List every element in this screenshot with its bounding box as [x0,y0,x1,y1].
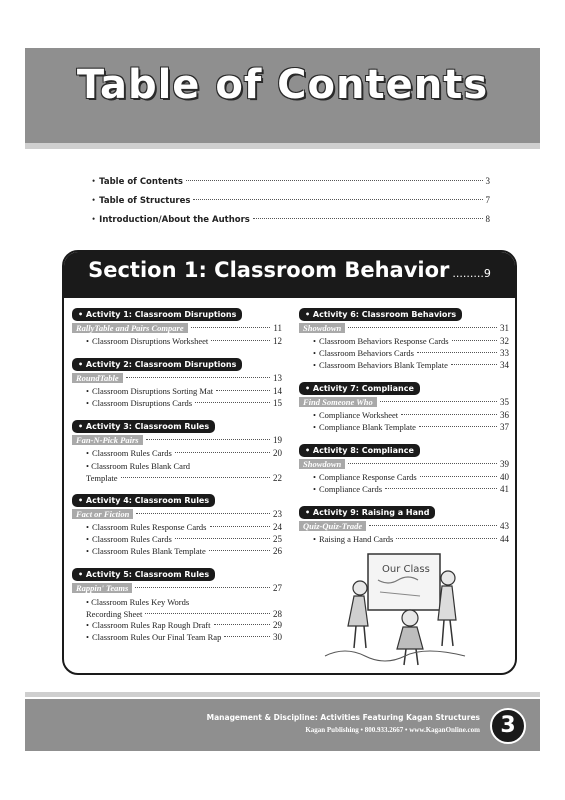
footer-banner [25,699,540,751]
toc-item[interactable]: • Classroom Rules Blank Card Template 22 [86,461,282,483]
top-toc [92,176,490,233]
activity-title[interactable]: • Activity 6: Classroom Behaviors [299,308,462,321]
toc-entry[interactable]: • Table of Structures 7 [92,195,490,206]
toc-item[interactable]: • Classroom Disruptions Cards 15 [86,398,282,408]
activity-block [299,304,509,372]
activity-title[interactable]: • Activity 2: Classroom Disruptions [72,358,242,371]
structure-name: RallyTable and Pairs Compare [72,323,188,333]
toc-entry-label: Table of Structures [99,196,191,206]
toc-item[interactable]: • Classroom Behaviors Blank Template 34 [313,360,509,370]
classroom-illustration [320,548,470,668]
activity-block [299,440,509,496]
activity-block [72,564,282,644]
activity-block [299,502,509,546]
structure-row[interactable] [299,323,509,336]
toc-item[interactable]: • Raising a Hand Cards 44 [313,534,509,544]
section-title: Section 1: Classroom Behavior [88,258,450,282]
structure-name: Showdown [299,459,345,469]
structure-page: 11 [273,323,282,333]
structure-name: Find Someone Who [299,397,377,407]
toc-entry[interactable]: • Table of Contents 3 [92,176,490,187]
structure-name: Fan-N-Pick Pairs [72,435,143,445]
board-text: Our Class [382,564,430,575]
activity-block [72,490,282,558]
left-column [72,304,282,650]
activity-title[interactable]: • Activity 7: Compliance [299,382,420,395]
toc-entry-page: 7 [485,195,490,205]
structure-page: 27 [273,583,282,593]
toc-item[interactable]: • Classroom Rules Cards 25 [86,534,282,544]
header-banner [25,48,540,143]
activity-title[interactable]: • Activity 9: Raising a Hand [299,506,435,519]
child-head [441,571,455,585]
structure-row[interactable] [72,583,282,596]
toc-item[interactable]: • Compliance Worksheet 36 [313,410,509,420]
activity-block [72,304,282,348]
leader-dots [253,218,483,219]
page-number: 3 [490,708,526,744]
toc-item[interactable]: • Classroom Rules Response Cards 24 [86,522,282,532]
toc-item[interactable]: • Classroom Disruptions Sorting Mat 14 [86,386,282,396]
toc-item[interactable]: • Compliance Blank Template 37 [313,422,509,432]
structure-page: 39 [500,459,509,469]
toc-item[interactable]: • Compliance Response Cards 40 [313,472,509,482]
structure-row[interactable] [299,459,509,472]
leader-dots [186,180,483,181]
structure-name: Showdown [299,323,345,333]
toc-item[interactable]: • Classroom Behaviors Response Cards 32 [313,336,509,346]
structure-name: Quiz-Quiz-Trade [299,521,366,531]
activity-title[interactable]: • Activity 5: Classroom Rules [72,568,215,581]
toc-item[interactable]: • Classroom Disruptions Worksheet 12 [86,336,282,346]
section-page: 9 [483,267,491,280]
structure-page: 23 [273,509,282,519]
structure-row[interactable] [72,323,282,336]
structure-page: 13 [273,373,282,383]
toc-item[interactable]: • Classroom Rules Blank Template 26 [86,546,282,556]
structure-name: RoundTable [72,373,123,383]
header-divider [25,143,540,149]
activity-block [299,378,509,434]
leader-dots [193,199,482,200]
toc-item[interactable]: • Compliance Cards 41 [313,484,509,494]
activity-title[interactable]: • Activity 4: Classroom Rules [72,494,215,507]
toc-item[interactable]: • Classroom Behaviors Cards 33 [313,348,509,358]
whiteboard [368,554,440,610]
structure-row[interactable] [72,373,282,386]
structure-page: 19 [273,435,282,445]
toc-item[interactable]: • Classroom Rules Cards 20 [86,448,282,458]
right-column [299,304,509,552]
structure-row[interactable] [299,397,509,410]
toc-item[interactable]: • Classroom Rules Our Final Team Rap 30 [86,632,282,642]
activity-title[interactable]: • Activity 3: Classroom Rules [72,420,215,433]
structure-page: 43 [500,521,509,531]
activity-block [72,354,282,410]
section-header: Section 1: Classroom Behavior .........9 [64,252,515,298]
toc-entry-page: 3 [485,176,490,186]
page-title: Table of Contents [76,62,489,108]
activity-title[interactable]: • Activity 8: Compliance [299,444,420,457]
structure-row[interactable] [72,509,282,522]
toc-entry[interactable]: • Introduction/About the Authors 8 [92,214,490,225]
toc-entry-label: Table of Contents [99,177,183,187]
activity-block [72,416,282,484]
structure-row[interactable] [72,435,282,448]
footer-book-title: Management & Discipline: Activities Featuring Kagan Structures [206,713,480,722]
child-head [353,581,367,595]
footer-divider [25,692,540,697]
structure-name: Fact or Fiction [72,509,133,519]
toc-entry-page: 8 [485,214,490,224]
structure-page: 31 [500,323,509,333]
toc-item[interactable]: • Classroom Rules Key Words Recording Sheet 28 [86,597,282,619]
child-head [402,610,418,626]
structure-name: Rappin' Teams [72,583,132,593]
structure-row[interactable] [299,521,509,534]
toc-entry-label: Introduction/About the Authors [99,215,250,225]
footer-publisher: Kagan Publishing • 800.933.2667 • www.KaganOnline.com [305,726,480,734]
structure-page: 35 [500,397,509,407]
activity-title[interactable]: • Activity 1: Classroom Disruptions [72,308,242,321]
toc-item[interactable]: • Classroom Rules Rap Rough Draft 29 [86,620,282,630]
